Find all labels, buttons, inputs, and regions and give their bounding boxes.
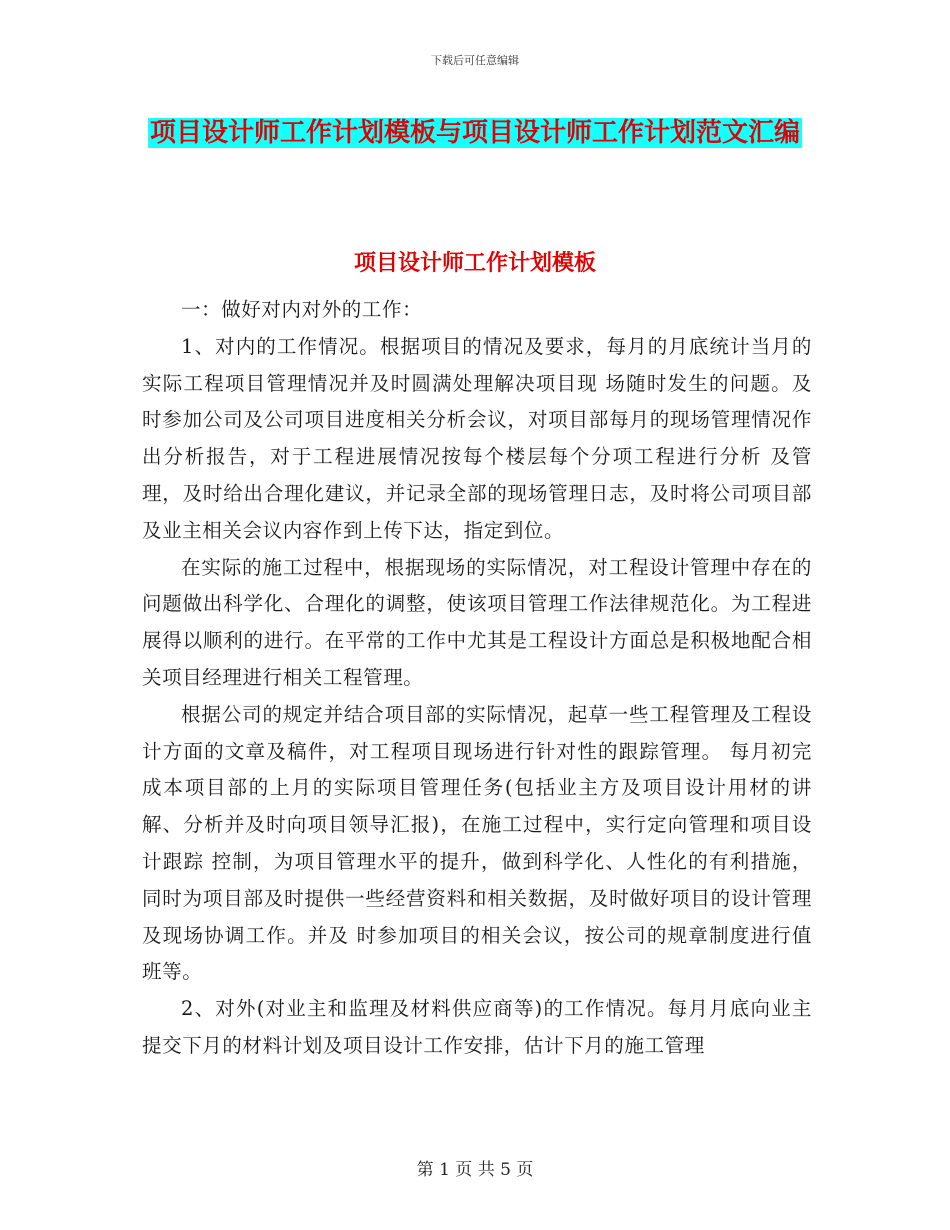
document-title-text: 项目设计师工作计划模板与项目设计师工作计划范文汇编: [149, 118, 800, 148]
page-footer: 第 1 页 共 5 页: [416, 1160, 534, 1180]
paragraph-2: 1、对内的工作情况。根据项目的情况及要求，每月的月底统计当月的实际工程项目管理情况并及时圆满处理解决项目现 场随时发生的问题。及时参加公司及公司项目进度相关分析会议，对项目部每月的现场管理情况作出分析报告，对于工程进展情况按每个楼层每个分项工程进行分析 及管理，及时给出合理化建议，并记录全部的现场管理日志，及时将公司项目部及业主相关会议内容作到上传下达，指定到位。: [142, 334, 812, 542]
paragraph-4: 根据公司的规定并结合项目部的实际情况，起草一些工程管理及工程设计方面的文章及稿件，对工程项目现场进行针对性的跟踪管理。 每月初完成本项目部的上月的实际项目管理任务(包括业主方及项目设计用材的讲解、分析并及时向项目领导汇报)，在施工过程中，实行定向管理和项目设计跟踪 控制，为项目管理水平的提升，做到科学化、人性化的有利措施，同时为项目部及时提供一些经营资料和相关数据，及时做好项目的设计管理及现场协调工作。并及 时参加项目的相关会议，按公司的规章制度进行值班等。: [142, 702, 812, 984]
body-text: [142, 292, 812, 1065]
document-title: [140, 112, 810, 154]
paragraph-1: 一：做好对内对外的工作：: [181, 298, 423, 321]
paragraph-5: 2、对外(对业主和监理及材料供应商等)的工作情况。每月月底向业主提交下月的材料计划及项目设计工作安排，估计下月的施工管理: [142, 997, 812, 1057]
header-note: 下载后可任意编辑: [431, 54, 519, 67]
paragraph-3: 在实际的施工过程中，根据现场的实际情况，对工程设计管理中存在的问题做出科学化、合理化的调整，使该项目管理工作法律规范化。为工程进展得以顺利的进行。在平常的工作中尤其是工程设计方面总是积极地配合相关项目经理进行相关工程管理。: [142, 555, 812, 689]
section-title: 项目设计师工作计划模板: [353, 251, 596, 276]
